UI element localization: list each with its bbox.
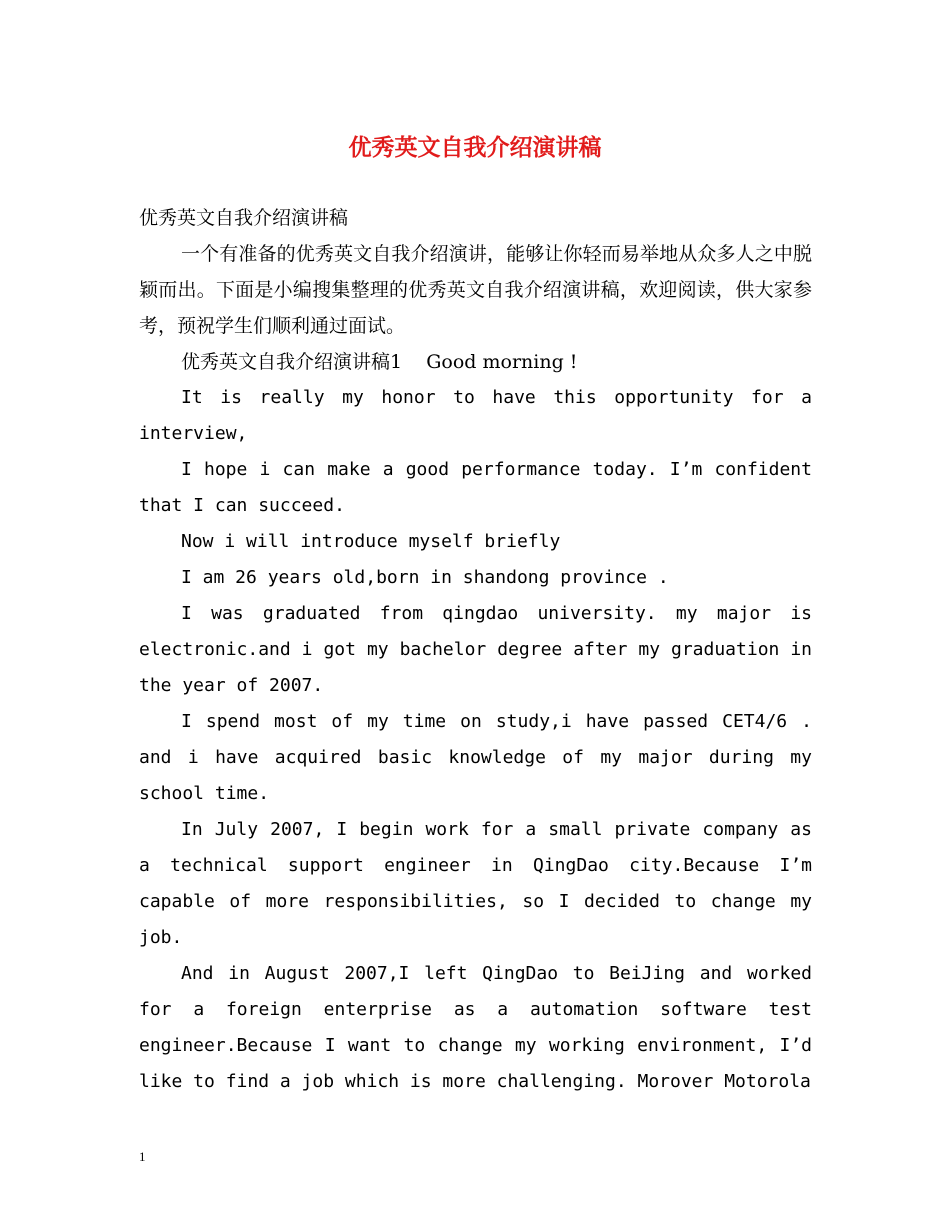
paragraph-speech-title: 优秀英文自我介绍演讲稿1 Good morning ! <box>181 351 578 373</box>
paragraph: In July 2007, I begin work for a small private company as a technical support engineer in QingDao city.Because I’m capable of more responsibilities, so I decided to change my job. <box>139 819 812 948</box>
paragraph: I hope i can make a good performance today. I’m confident that I can succeed. <box>139 459 812 516</box>
paragraph-heading: 优秀英文自我介绍演讲稿 <box>139 207 349 229</box>
paragraph: I spend most of my time on study,i have passed CET4/6 . and i have acquired basic knowledge of my major during my school time. <box>139 711 812 804</box>
paragraph: I am 26 years old,born in shandong province . <box>181 567 669 588</box>
paragraph: I was graduated from qingdao university. my major is electronic.and i got my bachelor degree after my graduation in the year of 2007. <box>139 603 812 696</box>
paragraph: It is really my honor to have this opportunity for a interview, <box>139 387 812 444</box>
paragraph: And in August 2007,I left QingDao to BeiJing and worked for a foreign enterprise as a automation software test engineer.Because I want to change my working environment, I’d like to find a job which is more challenging. Morover Motorola <box>139 963 812 1092</box>
document-body <box>139 200 812 1100</box>
page-number: 1 <box>139 1149 146 1164</box>
paragraph-intro: 一个有准备的优秀英文自我介绍演讲，能够让你轻而易举地从众多人之中脱颖而出。下面是小编搜集整理的优秀英文自我介绍演讲稿，欢迎阅读，供大家参考，预祝学生们顺利通过面试。 <box>139 243 812 337</box>
document-title: 优秀英文自我介绍演讲稿 <box>348 134 602 161</box>
paragraph: Now i will introduce myself briefly <box>181 531 561 552</box>
